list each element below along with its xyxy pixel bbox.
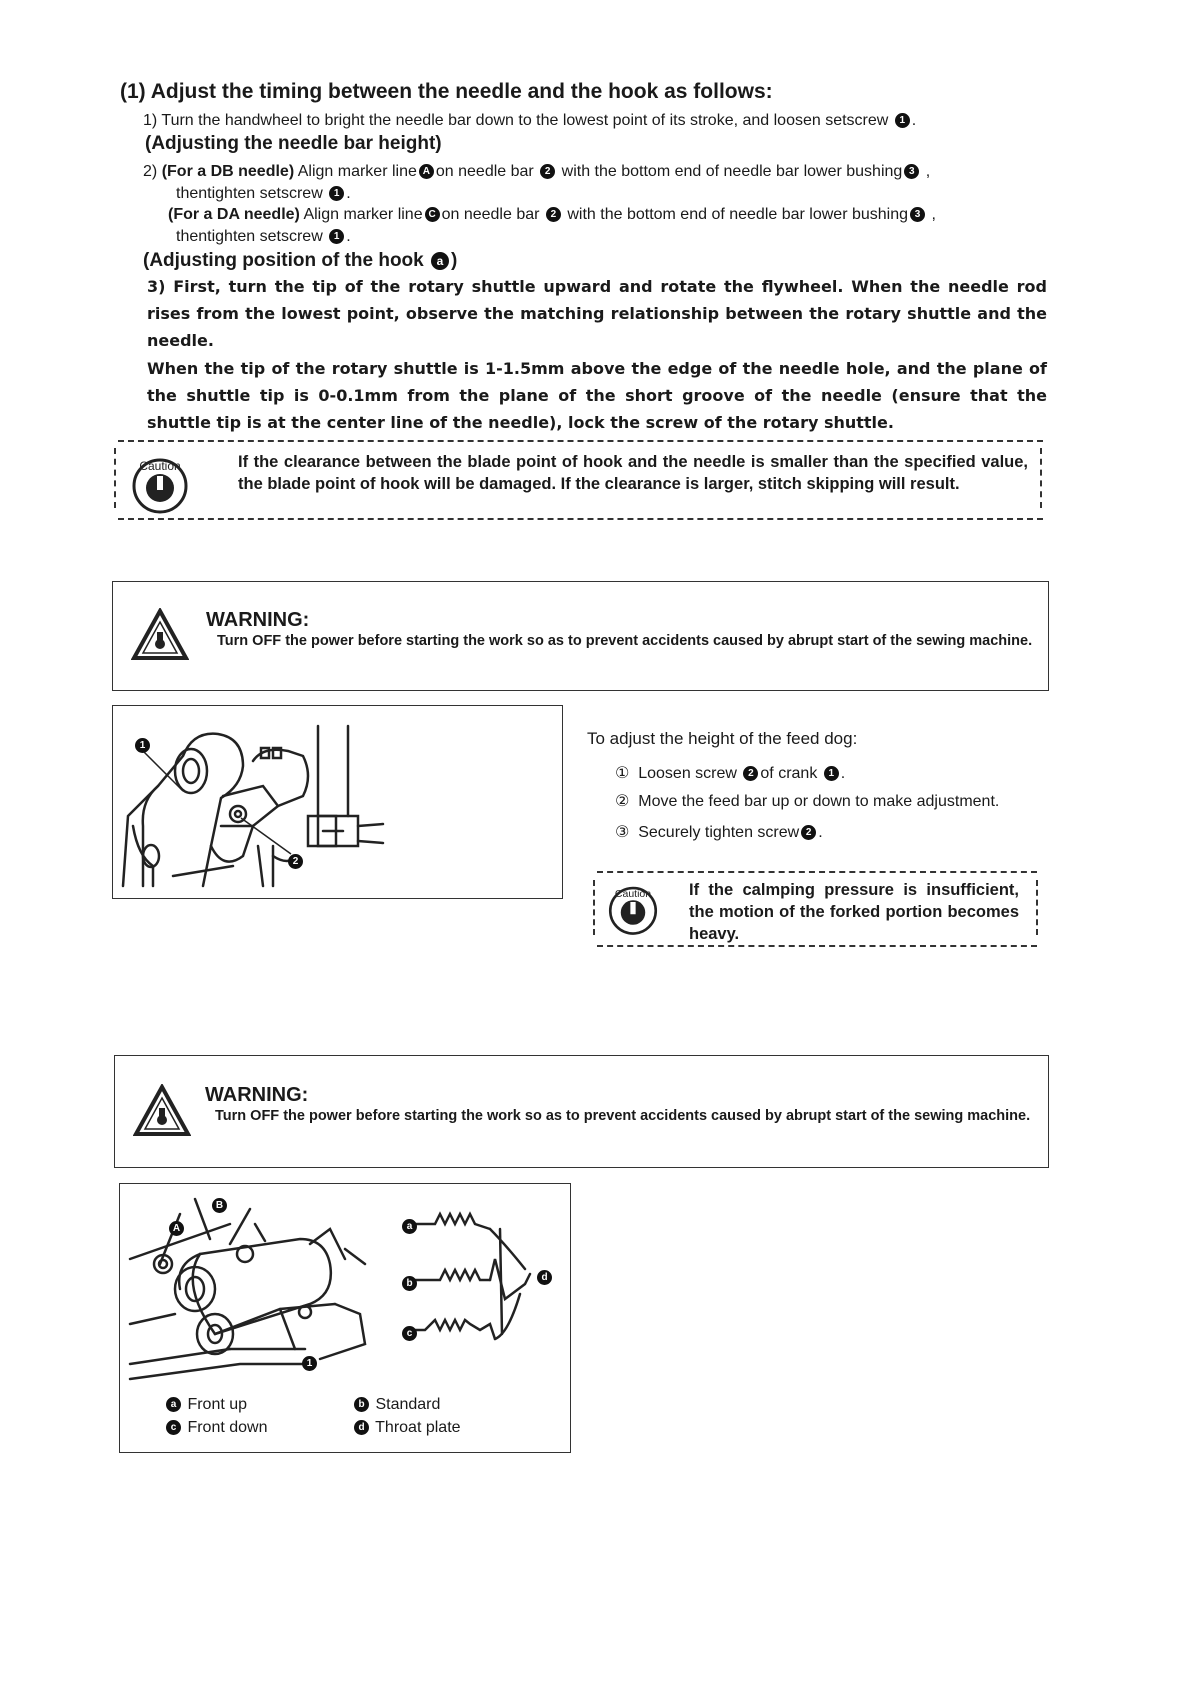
step-3-marker: ③ (615, 824, 630, 841)
warning-title-2: WARNING: (205, 1084, 309, 1106)
crank-figure (112, 705, 563, 899)
caution-text-1: If the clearance between the blade point of hook and the needle is smaller than the specified value, the blade point of hook will be damaged. If the clearance is larger, stitch skipping will result. (238, 453, 1028, 493)
paragraph-rotary-2: When the tip of the rotary shuttle is 1-1.5mm above the edge of the needle hole, and the plane of the shuttle tip is 0-0.1mm from the plane of the short groove of the needle (ensure that the shuttle tip is at the center line of the needle), lock the screw of the rotary shuttle. (147, 359, 1047, 432)
legend-standard (352, 1396, 440, 1414)
feed-dog-step-2 (615, 791, 999, 811)
warning-box-2 (114, 1055, 1049, 1168)
warning-box-1 (112, 581, 1049, 691)
legend-label-throat-plate: Throat plate (375, 1419, 461, 1436)
marker-c-ref: C (425, 207, 440, 222)
heading-needle-bar-height: (Adjusting the needle bar height) (145, 133, 442, 154)
fig3-diagram-ref-b: b (402, 1276, 417, 1291)
da-needle-label: (For a DA needle) (168, 206, 300, 223)
section-title: (1) Adjust the timing between the needle and the hook as follows: (120, 80, 773, 103)
step-1-text-c: . (840, 765, 846, 782)
legend-ref-d: d (354, 1420, 369, 1435)
step-3-text-c: . (818, 824, 823, 841)
legend-ref-c: c (166, 1420, 181, 1435)
caution-icon-2-label: Caution (614, 887, 652, 900)
step-1-text-b: of crank (760, 765, 818, 782)
fig-ref-screw: 2 (288, 854, 303, 869)
fig3-diagram-ref-d: d (537, 1270, 552, 1285)
caution-icon-label: Caution (139, 459, 181, 473)
bushing-ref-2: 3 (910, 207, 925, 222)
needle-bar-ref: 2 (540, 164, 555, 179)
heading-hook-close: ) (451, 250, 458, 271)
caution-icon (128, 454, 192, 519)
legend-ref-b: b (354, 1397, 369, 1412)
db-then-text: thentighten setscrew (176, 185, 323, 202)
fig-ref-crank: 1 (135, 738, 150, 753)
step-1: 1) Turn the handwheel to bright the needle bar down to the lowest point of its stroke, and loosen setscrew 1 . (143, 112, 917, 129)
caution-box-1 (118, 440, 1043, 520)
step-2-text: Move the feed bar up or down to make adjustment. (638, 793, 1000, 810)
heading-hook-text: (Adjusting position of the hook (143, 250, 424, 271)
fig3-ref-b-upper: B (212, 1198, 227, 1213)
caution-box-1-left (114, 448, 118, 508)
db-needle-label: (For a DB needle) (161, 163, 295, 180)
fig3-ref-1: 1 (302, 1356, 317, 1371)
step-2-marker: ② (615, 793, 630, 810)
step-1-crank-ref: 1 (824, 766, 839, 781)
step-1-marker: ① (615, 765, 630, 782)
caution-box-2 (597, 871, 1037, 947)
feed-dog-step-3 (615, 822, 823, 842)
hook-ref: a (431, 252, 449, 270)
caution-icon-2 (605, 881, 661, 942)
leader-line-1 (143, 751, 183, 791)
da-then-text: thentighten setscrew (176, 228, 323, 245)
legend-throat-plate (352, 1419, 461, 1437)
caution-box-2-right (1036, 880, 1038, 935)
heading-hook-position (143, 250, 457, 272)
bushing-ref: 3 (904, 164, 919, 179)
legend-front-up (164, 1396, 247, 1414)
legend-front-down (164, 1419, 268, 1437)
caution-box-1-right (1040, 448, 1044, 508)
step-1-text-a: Loosen screw (638, 765, 737, 782)
db-text-b: on needle bar (435, 163, 534, 180)
legend-ref-a: a (166, 1397, 181, 1412)
marker-a-ref: A (419, 164, 434, 179)
paragraph-rotary-1: 3) First, turn the tip of the rotary shuttle upward and rotate the flywheel. When the needle rod rises from the lowest point, observe the matching relationship between the rotary shuttle and the needle. (147, 277, 1047, 350)
db-then: thentighten setscrew 1 . (176, 185, 351, 202)
setscrew-ref: 1 (895, 113, 910, 128)
feed-dog-intro: To adjust the height of the feed dog: (587, 729, 858, 748)
da-text-b: on needle bar (441, 206, 540, 223)
warning-triangle-icon-2 (133, 1084, 191, 1143)
warning-title-1: WARNING: (206, 609, 310, 631)
step-3-text-a: Securely tighten screw (638, 824, 800, 841)
caution-box-2-left (593, 880, 595, 935)
step-2-prefix: 2) (143, 163, 158, 180)
step-2-db: 2) (For a DB needle) Align marker line A on needle bar 2 with the bottom end of needle bar lower bushing 3 , (143, 163, 931, 180)
warning-text-1: Turn OFF the power before starting the work so as to prevent accidents caused by abrupt start of the sewing machine. (217, 633, 1033, 649)
db-text-a: Align marker line (297, 163, 417, 180)
warning-text-2: Turn OFF the power before starting the work so as to prevent accidents caused by abrupt start of the sewing machine. (215, 1108, 1031, 1124)
setscrew-ref-2: 1 (329, 186, 344, 201)
legend-label-front-up: Front up (187, 1396, 248, 1413)
fig3-ref-a-upper: A (169, 1221, 184, 1236)
feed-dog-step-1 (615, 763, 845, 783)
legend-label-standard: Standard (375, 1396, 441, 1413)
db-text-c: with the bottom end of needle bar lower bushing (561, 163, 903, 180)
da-text-a: Align marker line (303, 206, 423, 223)
needle-bar-ref-2: 2 (546, 207, 561, 222)
da-then: thentighten setscrew 1 . (176, 228, 351, 245)
step-1-screw-ref: 2 (743, 766, 758, 781)
caution-text-2: If the calmping pressure is insufficient, the motion of the forked portion becomes heavy. (689, 881, 1019, 943)
warning-triangle-icon (131, 608, 189, 667)
step-2-da: (For a DA needle) Align marker line C on needle bar 2 with the bottom end of needle bar lower bushing 3 , (168, 206, 936, 223)
da-text-c: with the bottom end of needle bar lower bushing (567, 206, 909, 223)
legend-label-front-down: Front down (187, 1419, 268, 1436)
step-1-text: 1) Turn the handwheel to bright the needle bar down to the lowest point of its stroke, and loosen setscrew (143, 112, 889, 129)
feed-timing-figure (119, 1183, 571, 1453)
setscrew-ref-3: 1 (329, 229, 344, 244)
fig3-diagram-ref-c: c (402, 1326, 417, 1341)
fig3-diagram-ref-a: a (402, 1219, 417, 1234)
step-3-screw-ref: 2 (801, 825, 816, 840)
